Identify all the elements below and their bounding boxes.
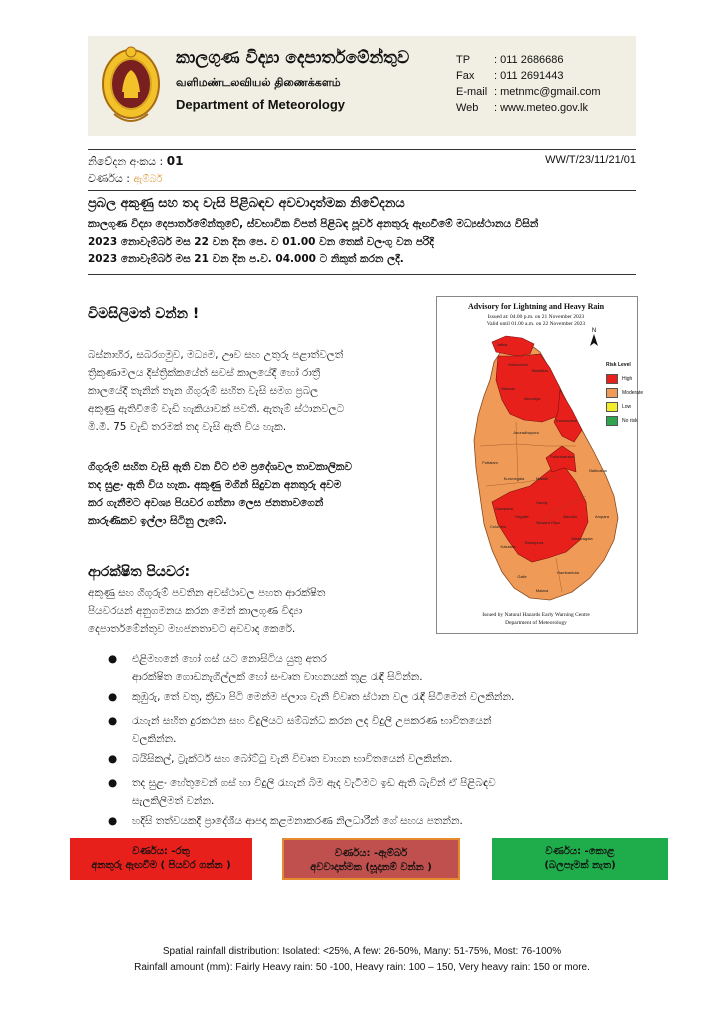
district-label: Mannar bbox=[501, 386, 515, 391]
district-label: Hambantota bbox=[557, 570, 579, 575]
district-label: Kurunegala bbox=[503, 476, 525, 481]
contact-email[interactable]: E-mail : metnmc@gmail.com bbox=[456, 86, 601, 98]
district-label: Mullaitivu bbox=[531, 368, 549, 373]
contact-web[interactable]: Web : www.meteo.gov.lk bbox=[456, 102, 588, 114]
map-footer-issuer: Issued by Natural Hazards Early Warning Centre bbox=[482, 612, 590, 618]
notice-reference: WW/T/23/11/21/01 bbox=[545, 154, 636, 166]
legend-item-high: High bbox=[606, 372, 643, 386]
issued-line-3: 2023 නොවැම්බර් මස 21 වන දින ප.ව. 04.000 ට නිකුත් කරන ලදී. bbox=[88, 253, 404, 265]
issued-line-2: 2023 නොවැම්බර් මස 22 වන දින පෙ. ව 01.00 වන තෙක් වලංගු වන පරිදි bbox=[88, 236, 434, 248]
bullet-icon: ● bbox=[108, 715, 118, 727]
district-label: Kalutara bbox=[500, 544, 516, 549]
issued-line-1: කාලගුණ විද්‍යා දෙපාර්තමේන්තුවේ, ස්වභාවික විපත් පිළිබඳ පූර්ව අනතුරු ඇඟවීමේ මධ්‍යස්ථානය විසින් bbox=[88, 218, 539, 230]
map-issued: Issued at: 04.00 p.m. on 21 November 2023 bbox=[487, 314, 585, 320]
contact-phone: TP : 011 2686686 bbox=[456, 54, 564, 66]
district-label: Matara bbox=[535, 588, 549, 593]
district-label: Monaragala bbox=[571, 536, 593, 541]
section-heading-precautions: ආරක්ෂිත පියවර: bbox=[88, 564, 191, 580]
district-label: Batticaloa bbox=[589, 468, 607, 473]
section-heading-alert: විමසිලිමත් වන්න ! bbox=[88, 306, 200, 322]
district-label: Polonnaruwa bbox=[550, 454, 574, 459]
bullet-icon: ● bbox=[108, 653, 118, 665]
map-footer-department: Department of Meteorology bbox=[505, 620, 567, 626]
contact-block bbox=[456, 52, 632, 116]
district-label: Galle bbox=[517, 574, 527, 579]
district-label: Kilinochchi bbox=[508, 362, 528, 367]
map-title: Advisory for Lightning and Heavy Rain bbox=[467, 302, 605, 311]
divider bbox=[88, 190, 636, 191]
district-label: Ratnapura bbox=[524, 540, 544, 545]
district-label: Ampara bbox=[594, 514, 610, 519]
district-label: Badulla bbox=[563, 514, 577, 519]
level-amber-box: වර්ණය: -ඇම්බර් අවවාදාත්මක (සූදානම් වන්න ) bbox=[282, 838, 460, 880]
contact-fax: Fax : 011 2691443 bbox=[456, 70, 564, 82]
footnote-distribution: Spatial rainfall distribution: Isolated: <25%, A few: 26-50%, Many: 51-75%, Most: 76-100% bbox=[162, 946, 562, 957]
national-emblem-icon bbox=[100, 44, 162, 128]
map-valid: Valid until 01.00 a.m. on 22 November 2023 bbox=[486, 321, 586, 327]
district-label: Gampaha bbox=[495, 506, 513, 511]
map-legend: Risk Level High Moderate Low No risk bbox=[606, 362, 643, 428]
sri-lanka-risk-map bbox=[436, 296, 636, 632]
district-label: Jaffna bbox=[496, 342, 508, 347]
district-label: Kandy bbox=[536, 500, 548, 505]
district-label: Nuwara Eliya bbox=[536, 520, 560, 525]
bullet-icon: ● bbox=[108, 691, 118, 703]
department-name-tamil: வளிமண்டலவியல் திணைக்களம் bbox=[176, 76, 341, 89]
bullet-icon: ● bbox=[108, 777, 118, 789]
legend-item-low: Low bbox=[606, 400, 643, 414]
north-label: N bbox=[591, 328, 597, 334]
level-green-box: වර්ණය: -කොළ (බලපෑමක් නැත) bbox=[492, 838, 668, 880]
precautions-intro: අකුණු සහ ගිගුරුම් පවතින අවස්ථාවල පහත ආරක්ෂිත පියවරයන් අනුගමනය කරන මෙන් කාලගුණ විද්‍යා දෙපාර්තමේන්තුව මහජනතාවට අවවාද කෙරේ. bbox=[88, 587, 326, 635]
notice-number: නිවේදන අංකය : 01 bbox=[88, 154, 184, 168]
legend-item-moderate: Moderate bbox=[606, 386, 643, 400]
bullet-icon: ● bbox=[108, 815, 118, 827]
district-label: Kegalle bbox=[515, 514, 529, 519]
north-arrow-icon bbox=[590, 334, 598, 346]
divider bbox=[88, 149, 636, 150]
district-label: Anuradhapura bbox=[513, 430, 539, 435]
district-label: Puttalam bbox=[482, 460, 498, 465]
legend-item-no-risk: No risk bbox=[606, 414, 643, 428]
alert-paragraph: බස්නාහිර, සබරගමුව, මධ්‍යම, ඌව සහ උතුරු පළාත්වලත් ත්‍රිකුණාමලය දිස්ත්‍රික්කයේත් සවස් කාලයේදී හෝ රාත්‍රී කාලයේදී තැනින් තැන ගිගුරුම් සහිත වැසි සමග ප්‍රබල අකුණු ඇතිවීමේ වැඩි හැකියාවක් පවතී. ඇතැම් ස්ථානවලට මි.මී. 75 වැඩි තරමක් තද වැසි ඇති විය හැක. bbox=[88, 349, 345, 433]
footnote-rainfall: Rainfall amount (mm): Fairly Heavy rain: 50 -100, Heavy rain: 100 – 150, Very heavy rain: 150 or more. bbox=[134, 962, 590, 973]
bullet-icon: ● bbox=[108, 753, 118, 765]
level-red-box: වර්ණය: -රතු අනතුරු ඇඟවීම ( පියවර ගන්න ) bbox=[70, 838, 252, 880]
district-label: Vavuniya bbox=[523, 396, 541, 401]
advisory-title: ප්‍රබල අකුණු සහ තද වැසි පිළිබඳව අවවාදාත්මක නිවේදනය bbox=[88, 196, 405, 211]
department-name-english: Department of Meteorology bbox=[176, 97, 346, 112]
divider bbox=[88, 274, 636, 275]
department-name-sinhala: කාලගුණ විද්‍යා දෙපාර්තමේන්තුව bbox=[176, 48, 410, 68]
district-label: Trincomalee bbox=[555, 418, 577, 423]
notice-category: වර්ණය : ඇම්බර් bbox=[88, 172, 163, 185]
wind-paragraph: ගිගුරුම් සහිත වැසි ඇති වන විට එම ප්‍රදේශවල තාවකාලිකව තද සුළං ඇති විය හැක. අකුණු මගින් සිදුවන අනතුරු අවම කර ගැනීමට අවශ්‍ය පියවර ගන්නා ලෙස ජනතාවගෙන් කාරුණිකව ඉල්ලා සිටිනු ලැබේ. bbox=[88, 461, 353, 527]
district-label: Matale bbox=[535, 476, 549, 481]
district-label: Colombo bbox=[489, 524, 507, 529]
